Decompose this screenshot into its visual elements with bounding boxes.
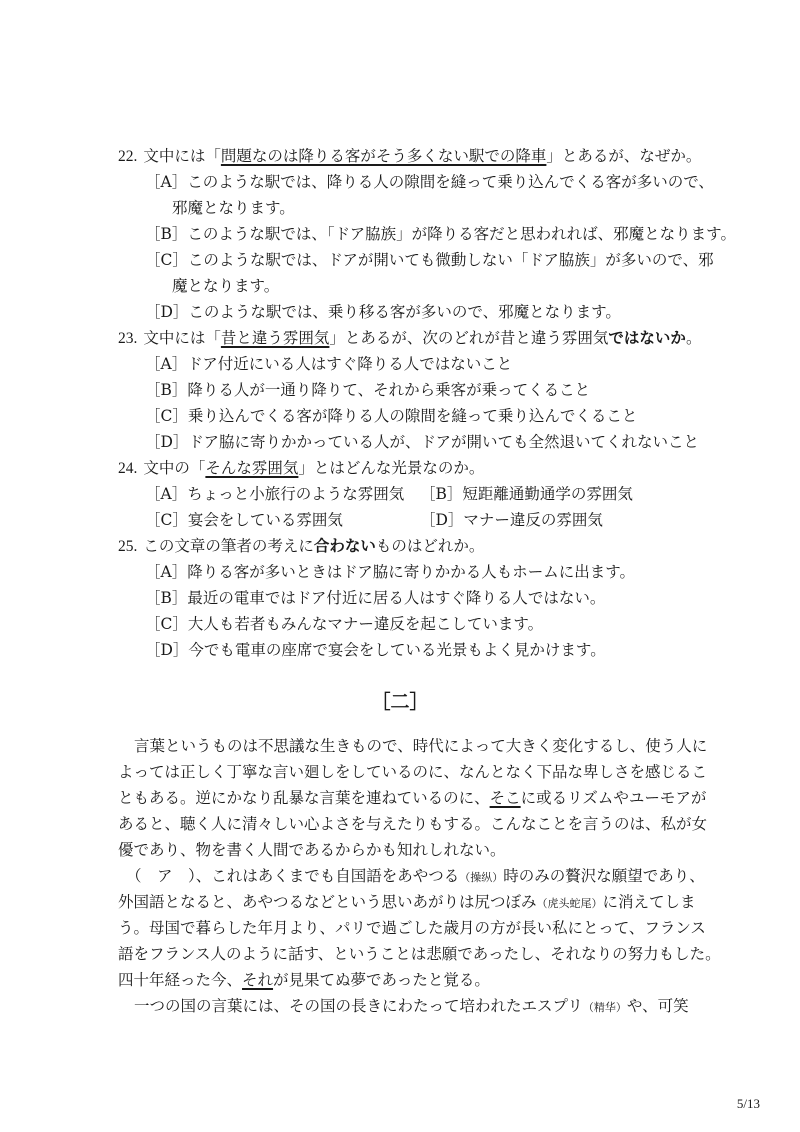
- option-c: ［C］宴会をしている雰囲気: [145, 511, 343, 529]
- question-23: [118, 328, 701, 349]
- passage-line: よっては正しく丁寧な言い廻しをしているのに、なんとなく下品な卑しさを感じるこ: [118, 763, 708, 781]
- passage-text: （ ア ）、これはあくまでも自国語をあやつる: [126, 867, 460, 885]
- question-text: 文中の「: [143, 459, 206, 477]
- option-d: ［D］今でも電車の座席で宴会をしている光景もよく見かけます。: [145, 641, 606, 659]
- underlined-word: それ: [242, 971, 274, 989]
- option-d: ［D］ドア脇に寄りかかっている人が、ドアが開いても全然退いてくれないこと: [145, 433, 699, 451]
- passage-line: う。母国で暮らした年月より、パリで過ごした歳月の方が長い私にとって、フランス: [118, 919, 706, 937]
- option-c: ［C］このような駅では、ドアが開いても微動しない「ドア脇族」が多いので、邪: [145, 251, 714, 269]
- question-text: 」とはどんな光景なのか。: [298, 459, 485, 477]
- question-text: この文章の筆者の考えに: [143, 537, 314, 555]
- passage-text: 四十年経った今、: [118, 971, 243, 989]
- underlined-quote: 問題なのは降りる客がそう多くない駅での降車: [220, 147, 547, 165]
- question-24: [118, 458, 484, 479]
- question-text: 」とあるが、次のどれが昔と違う雰囲気: [329, 329, 609, 347]
- question-25: [118, 536, 484, 557]
- passage-text: や、可笑: [626, 997, 689, 1015]
- option-d: ［D］マナー違反の雰囲気: [420, 511, 603, 529]
- gloss-note: （操纵）: [459, 871, 504, 884]
- option-a: ［A］このような駅では、降りる人の隙間を縫って乗り込んでくる客が多いので、: [145, 173, 714, 191]
- gloss-note: （精华）: [582, 1001, 627, 1014]
- option-b: ［B］このような駅では、「ドア脇族」が降りる客だと思われれば、邪魔となります。: [145, 225, 736, 243]
- passage-text: に或るリズムやユーモアが: [520, 789, 707, 807]
- passage-line: [134, 996, 689, 1018]
- passage-line: [118, 970, 490, 990]
- question-number: 25.: [118, 538, 138, 555]
- option-c: ［C］乗り込んでくる客が降りる人の隙間を縫って乗り込んでくること: [145, 407, 638, 425]
- passage-text: に消えてしま: [602, 893, 696, 911]
- option-a: ［A］降りる客が多いときはドア脇に寄りかかる人もホームに出ます。: [145, 563, 635, 581]
- question-number: 22.: [118, 148, 138, 165]
- passage-text: 時のみの贅沢な願望であり、: [503, 867, 705, 885]
- emphasis-text: 合わない: [313, 536, 376, 555]
- question-text: ものはどれか。: [375, 537, 485, 555]
- section-title: ［二］: [371, 691, 429, 713]
- option-c: ［C］大人も若者もみんなマナー違反を起こしています。: [145, 615, 544, 633]
- question-text: 文中には「: [143, 329, 221, 347]
- option-b: ［B］最近の電車ではドア付近に居る人はすぐ降りる人ではない。: [145, 589, 606, 607]
- passage-line: 言葉というものは不思議な生きもので、時代によって大きく変化するし、使う人に: [134, 737, 708, 755]
- page-number: 5/13: [736, 1096, 760, 1111]
- option-d: ［D］このような駅では、乗り移る客が多いので、邪魔となります。: [145, 303, 621, 321]
- passage-text: が見果てぬ夢であったと覚る。: [273, 971, 490, 989]
- option-b: ［B］降りる人が一通り降りて、それから乗客が乗ってくること: [145, 381, 591, 399]
- passage-text: 外国語となると、あやつるなどという思いあがりは尻つぼみ: [118, 893, 537, 911]
- passage-line: [118, 788, 706, 808]
- passage-line: あると、聴く人に清々しい心よさを与えたりもする。こんなことを言うのは、私が女: [118, 815, 708, 833]
- emphasis-text: ではないか: [608, 328, 686, 347]
- underlined-quote: そんな雰囲気: [205, 459, 299, 477]
- passage-line: 優であり、物を書く人間であるからかも知れしれない。: [118, 841, 506, 859]
- option-b: ［B］短距離通勤通学の雰囲気: [420, 485, 633, 503]
- passage-line: [126, 866, 705, 888]
- question-number: 23.: [118, 330, 138, 347]
- gloss-note: （虎头蛇尾）: [536, 897, 603, 910]
- passage-line: [118, 892, 696, 914]
- passage-text: ともある。逆にかなり乱暴な言葉を連ねているのに、: [118, 789, 490, 807]
- passage-line: 語をフランス人のように話す、ということは悲願であったし、それなりの努力もした。: [118, 945, 721, 963]
- question-22: [118, 146, 701, 167]
- passage-text: 一つの国の言葉には、その国の長きにわたって培われたエスプリ: [134, 997, 583, 1015]
- question-number: 24.: [118, 460, 138, 477]
- underlined-quote: 昔と違う雰囲気: [220, 329, 330, 347]
- question-text: 。: [685, 329, 702, 347]
- option-c-continued: 魔となります。: [172, 277, 280, 295]
- option-a: ［A］ちょっと小旅行のような雰囲気: [145, 485, 405, 503]
- option-a-continued: 邪魔となります。: [172, 199, 295, 217]
- question-text: 」とあるが、なぜか。: [546, 147, 702, 165]
- option-a: ［A］ドア付近にいる人はすぐ降りる人ではないこと: [145, 355, 513, 373]
- underlined-word: そこ: [489, 789, 521, 807]
- question-text: 文中には「: [143, 147, 221, 165]
